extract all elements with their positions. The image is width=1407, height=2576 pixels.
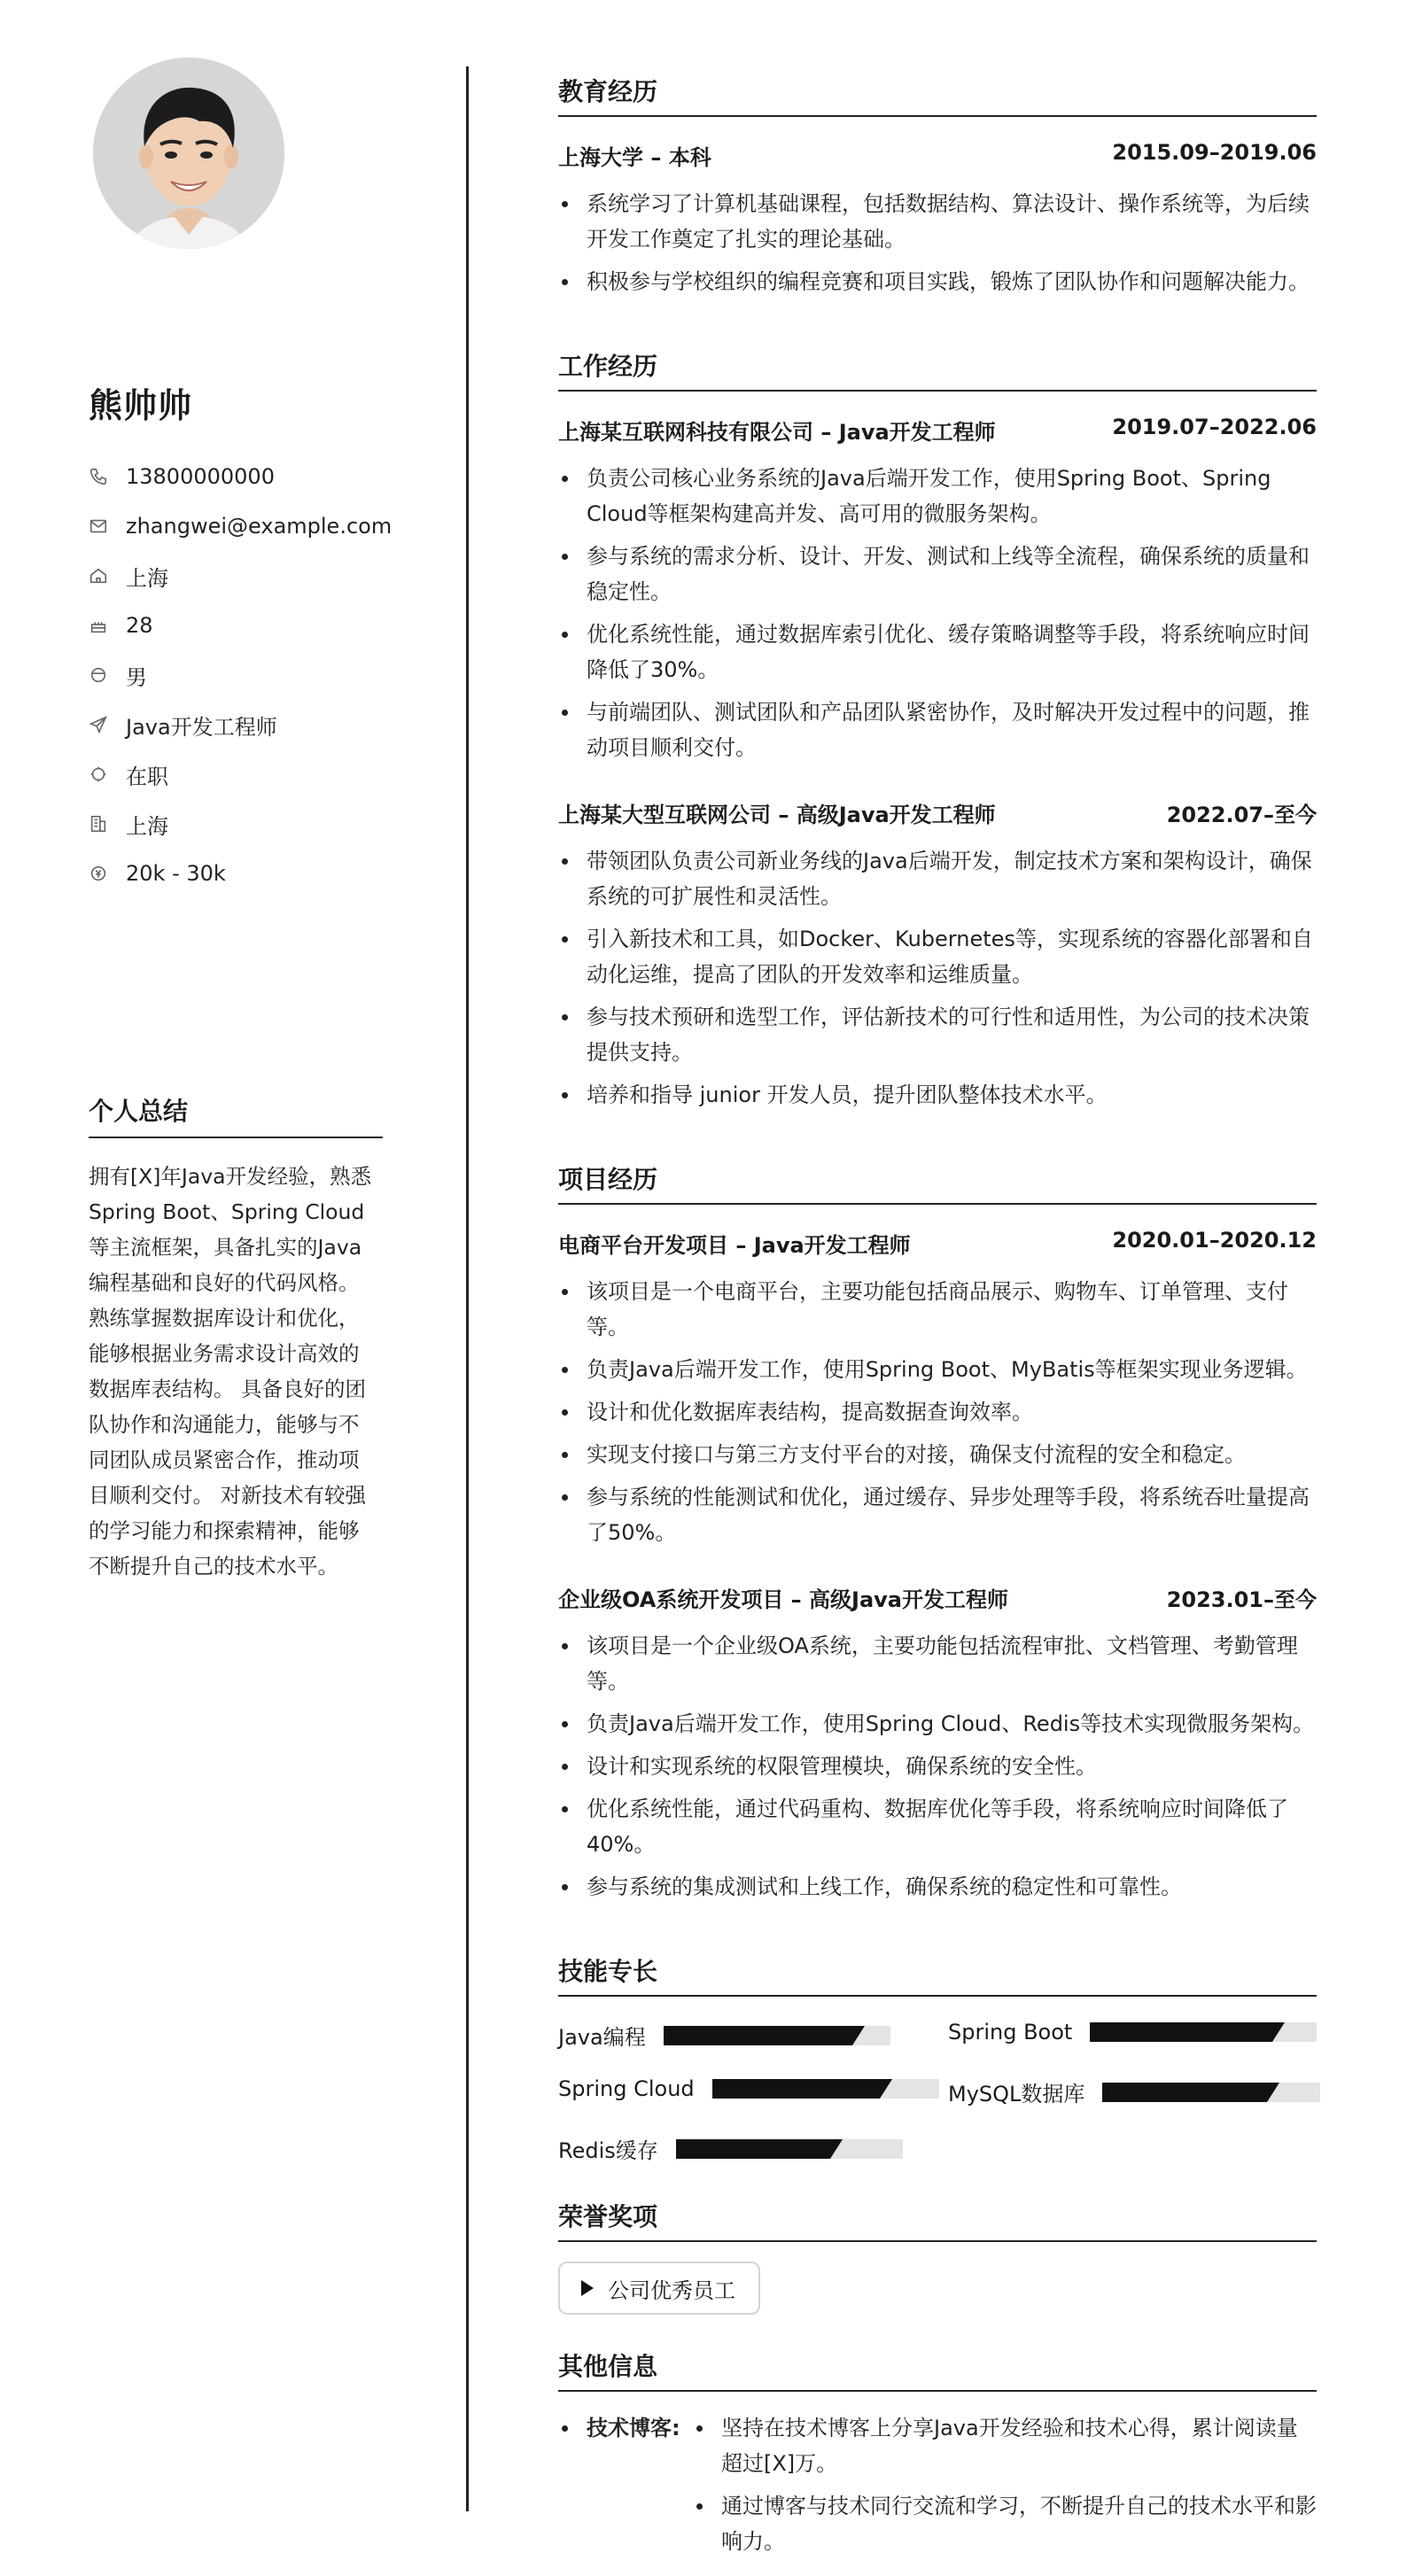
list-item: 通过博客与技术同行交流和学习，不断提升自己的技术水平和影响力。 — [693, 2488, 1317, 2559]
list-item: 设计和优化数据库表结构，提高数据查询效率。 — [558, 1394, 1317, 1430]
award-tag — [558, 2262, 760, 2315]
salary-icon — [89, 864, 108, 883]
list-item: 设计和实现系统的权限管理模块，确保系统的安全性。 — [558, 1749, 1317, 1784]
list-item: 参与技术预研和选型工作，评估新技术的可行性和适用性，为公司的技术决策提供支持。 — [558, 999, 1317, 1070]
summary-text: 拥有[X]年Java开发经验，熟悉Spring Boot、Spring Cloud等主流框架，具备扎实的Java编程基础和良好的代码风格。 熟练掌握数据库设计和优化，能够根据业务需求设计高效的数据库表结构。 具备良好的团队协作和沟通能力，能够与不同团队成员紧密合作，推动项目顺利交付。 对新技术有较强的学习能力和探索精神，能够不断提升自己的技术水平。 — [89, 1164, 372, 1579]
gender-icon — [89, 665, 108, 685]
list-item: 该项目是一个企业级OA系统，主要功能包括流程审批、文档管理、考勤管理等。 — [558, 1628, 1317, 1699]
home-icon — [89, 566, 108, 586]
skill-redis — [558, 2133, 903, 2164]
summary-title: 个人总结 — [89, 1092, 383, 1138]
avatar — [93, 58, 284, 249]
status-icon — [89, 764, 108, 784]
skill-spring-cloud-fill — [712, 2079, 880, 2099]
skill-spring-cloud — [558, 2076, 939, 2101]
info-email — [89, 501, 392, 551]
other-title: 其他信息 — [558, 2347, 1317, 2392]
list-item: 参与系统的需求分析、设计、开发、测试和上线等全流程，确保系统的质量和稳定性。 — [558, 539, 1317, 609]
education-list — [558, 186, 1317, 306]
skill-redis-bar — [676, 2139, 903, 2159]
skill-spring-boot-fill — [1090, 2022, 1272, 2042]
skill-java-bar — [664, 2026, 890, 2045]
list-item: 负责公司核心业务系统的Java后端开发工作，使用Spring Boot、Spring Cloud等框架构建高并发、高可用的微服务架构。 — [558, 461, 1317, 531]
info-location — [89, 551, 392, 601]
building-icon — [89, 814, 108, 834]
list-item: 参与系统的性能测试和优化，通过缓存、异步处理等手段，将系统吞吐量提高了50%。 — [558, 1479, 1317, 1550]
info-phone — [89, 452, 392, 501]
column-divider — [466, 66, 469, 2511]
info-city — [89, 799, 392, 849]
info-phone-value: 13800000000 — [126, 464, 275, 489]
education-period: 2015.09–2019.06 — [1112, 140, 1317, 165]
list-item: 优化系统性能，通过代码重构、数据库优化等手段，将系统响应时间降低了40%。 — [558, 1791, 1317, 1862]
skill-spring-cloud-label: Spring Cloud — [558, 2076, 695, 2101]
list-item: 坚持在技术博客上分享Java开发经验和技术心得，累计阅读量超过[X]万。 — [693, 2410, 1317, 2481]
project-2-head — [558, 1582, 1317, 1613]
education-head — [558, 140, 1317, 171]
info-location-value: 上海 — [126, 565, 168, 591]
blog-list — [693, 2410, 1317, 2566]
info-gender-value: 男 — [126, 664, 147, 690]
info-position-value: Java开发工程师 — [126, 714, 277, 740]
skill-spring-cloud-bar — [712, 2079, 939, 2099]
skill-mysql-label: MySQL数据库 — [948, 2082, 1085, 2107]
info-status-value: 在职 — [126, 764, 168, 789]
info-age — [89, 601, 392, 650]
list-item: 优化系统性能，通过数据库索引优化、缓存策略调整等手段，将系统响应时间降低了30%。 — [558, 617, 1317, 687]
sidebar — [0, 0, 425, 2576]
award-label: 公司优秀员工 — [608, 2277, 735, 2303]
list-item: 带领团队负责公司新业务线的Java后端开发，制定技术方案和架构设计，确保系统的可扩展性和灵活性。 — [558, 843, 1317, 914]
job-2-title: 上海某大型互联网公司 – 高级Java开发工程师 — [558, 803, 996, 827]
job-1-head — [558, 415, 1317, 446]
info-status — [89, 749, 392, 799]
job-2-head — [558, 797, 1317, 828]
info-email-value: zhangwei@example.com — [126, 514, 393, 539]
cake-icon — [89, 616, 108, 635]
job-1-title: 上海某互联网科技有限公司 – Java开发工程师 — [558, 420, 996, 445]
skill-mysql — [948, 2076, 1320, 2107]
job-1-list — [558, 461, 1317, 772]
skill-java-label: Java编程 — [558, 2025, 646, 2050]
list-item: 引入新技术和工具，如Docker、Kubernetes等，实现系统的容器化部署和自动化运维，提高了团队的开发效率和运维质量。 — [558, 921, 1317, 992]
info-gender — [89, 650, 392, 700]
list-item: 负责Java后端开发工作，使用Spring Boot、MyBatis等框架实现业务逻辑。 — [558, 1352, 1317, 1387]
list-item: 积极参与学校组织的编程竞赛和项目实践，锻炼了团队协作和问题解决能力。 — [558, 264, 1317, 299]
skill-spring-boot-bar — [1090, 2022, 1317, 2042]
list-item: 培养和指导 junior 开发人员，提升团队整体技术水平。 — [558, 1077, 1317, 1113]
other-info — [558, 2410, 1317, 2566]
list-item: 该项目是一个电商平台，主要功能包括商品展示、购物车、订单管理、支付等。 — [558, 1274, 1317, 1345]
profile-name: 熊帅帅 — [89, 386, 193, 425]
play-icon — [581, 2280, 594, 2296]
project-1-period: 2020.01–2020.12 — [1112, 1228, 1317, 1253]
info-city-value: 上海 — [126, 813, 168, 839]
info-salary-value: 20k - 30k — [126, 861, 226, 886]
job-2-list — [558, 843, 1317, 1120]
education-title: 教育经历 — [558, 73, 1317, 117]
blog-key: 技术博客: — [558, 2410, 693, 2566]
skill-redis-label: Redis缓存 — [558, 2138, 658, 2163]
awards-title: 荣誉奖项 — [558, 2198, 1317, 2242]
projects-title: 项目经历 — [558, 1160, 1317, 1205]
job-2-period: 2022.07–至今 — [1166, 803, 1317, 827]
skill-redis-fill — [676, 2139, 830, 2159]
list-item: 系统学习了计算机基础课程，包括数据结构、算法设计、操作系统等，为后续开发工作奠定了扎实的理论基础。 — [558, 186, 1317, 257]
skill-spring-boot — [948, 2020, 1317, 2045]
info-salary — [89, 849, 392, 898]
list-item: 参与系统的集成测试和上线工作，确保系统的稳定性和可靠性。 — [558, 1869, 1317, 1905]
work-title: 工作经历 — [558, 347, 1317, 392]
project-2-title: 企业级OA系统开发项目 – 高级Java开发工程师 — [558, 1587, 1009, 1612]
send-icon — [89, 715, 108, 734]
info-position — [89, 700, 392, 749]
skill-mysql-bar — [1102, 2083, 1320, 2102]
project-2-list — [558, 1628, 1317, 1912]
phone-icon — [89, 467, 108, 486]
project-2-period: 2023.01–至今 — [1166, 1587, 1317, 1612]
skill-java — [558, 2020, 890, 2051]
skill-java-fill — [664, 2026, 852, 2045]
skill-spring-boot-label: Spring Boot — [948, 2020, 1073, 2045]
list-item: 实现支付接口与第三方支付平台的对接，确保支付流程的安全和稳定。 — [558, 1437, 1317, 1472]
project-1-head — [558, 1228, 1317, 1259]
job-1-period: 2019.07–2022.06 — [1112, 415, 1317, 439]
list-item: 负责Java后端开发工作，使用Spring Cloud、Redis等技术实现微服务架构。 — [558, 1706, 1317, 1742]
project-1-title: 电商平台开发项目 – Java开发工程师 — [558, 1233, 911, 1258]
info-age-value: 28 — [126, 613, 153, 638]
project-1-list — [558, 1274, 1317, 1557]
blog-row — [558, 2410, 1317, 2566]
education-school: 上海大学 – 本科 — [558, 145, 711, 170]
mail-icon — [89, 516, 108, 536]
skills-title: 技能专长 — [558, 1952, 1317, 1997]
skill-mysql-fill — [1102, 2083, 1267, 2102]
list-item: 与前端团队、测试团队和产品团队紧密协作，及时解决开发过程中的问题，推动项目顺利交付。 — [558, 694, 1317, 765]
contact-info-list — [89, 452, 392, 898]
